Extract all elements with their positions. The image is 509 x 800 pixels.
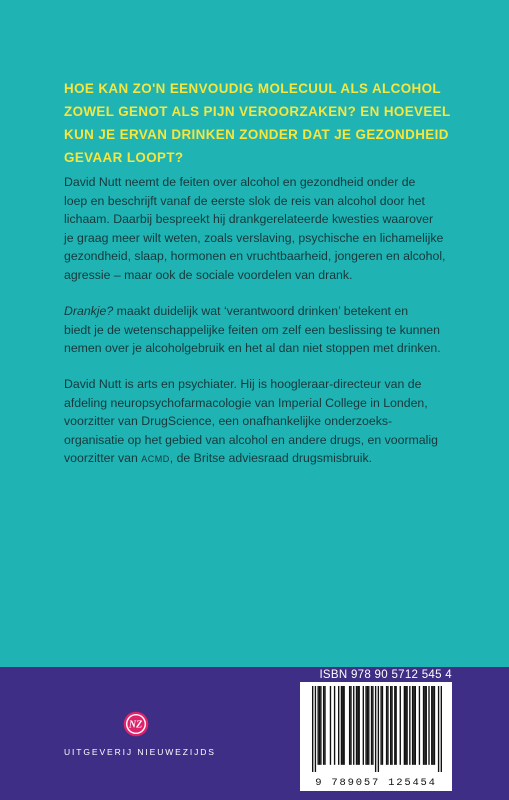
headline: [64, 77, 464, 169]
barcode-bar: [424, 686, 425, 765]
barcode-bar: [312, 686, 313, 772]
barcode-bar: [400, 686, 401, 765]
text-line: agressie – maar ook de sociale voordelen van drank.: [64, 267, 353, 282]
barcode-bar: [412, 686, 413, 765]
barcode-bar: [434, 686, 435, 765]
barcode-number: 9 789057 125454: [315, 777, 437, 789]
barcode-bar: [423, 686, 424, 765]
barcode-bar: [353, 686, 354, 765]
barcode-bar: [426, 686, 427, 765]
barcode-bar: [375, 686, 376, 772]
barcode-bar: [387, 686, 388, 765]
barcode-bar: [419, 686, 420, 765]
text-line: , de Britse adviesraad drugsmisbruik.: [169, 451, 373, 465]
barcode-bar: [386, 686, 387, 765]
barcode-bar: [371, 686, 372, 765]
text-line: voorzitter van DrugScience, een onafhankelijke onderzoeks-: [64, 414, 393, 428]
barcode-bar: [406, 686, 407, 765]
text-line: gezondheid, slaap, hormonen en vruchtbaarheid, jongeren en alcohol,: [64, 249, 446, 263]
barcode-bar: [350, 686, 351, 765]
barcode-bar: [438, 686, 439, 772]
barcode-bar: [413, 686, 414, 765]
barcode-bar: [431, 686, 432, 765]
barcode-bar: [341, 686, 342, 765]
text-line: afdeling neuropsychofarmacologie van Imperial College in Londen,: [64, 395, 428, 410]
barcode-bar: [317, 686, 318, 765]
author-bio-paragraph: [64, 375, 454, 469]
barcode-bar: [323, 686, 324, 765]
purpose-paragraph: [64, 302, 454, 358]
barcode-bar: [390, 686, 391, 765]
barcode-bar: [320, 686, 321, 765]
barcode-bar: [409, 686, 410, 765]
barcode-bar: [404, 686, 405, 765]
barcode-bar: [363, 686, 364, 765]
acronym-acmd: ACMD: [141, 454, 170, 464]
barcode-bar: [319, 686, 320, 765]
barcode-bar: [342, 686, 343, 765]
barcode-bar: [380, 686, 381, 765]
book-title-italic: Drankje?: [64, 304, 114, 318]
text-line: biedt je de wetenschappelijke feiten om zelf een beslissing te kunnen: [64, 322, 440, 337]
barcode-bar: [365, 686, 366, 765]
barcode-bar: [405, 686, 406, 765]
barcode-bar: [338, 686, 339, 765]
text-line: loep en beschrijft vanaf de eerste slok de reis van alcohol door het: [64, 193, 425, 208]
text-line: lichaam. Daarbij bespreekt hij drankgerelateerde kwesties waarover: [64, 212, 434, 226]
isbn-label: ISBN 978 90 5712 545 4: [319, 669, 452, 681]
text-line: nemen over je alcoholgebruik en het al dan niet stoppen met drinken.: [64, 341, 441, 355]
text-line: je graag meer wilt weten, zoals verslaving, psychische en lichamelijke: [64, 230, 444, 245]
barcode-panel: [300, 682, 452, 791]
barcode-bar: [428, 686, 429, 765]
barcode-bar: [382, 686, 383, 765]
barcode-bar: [441, 686, 442, 772]
barcode-bar: [349, 686, 350, 765]
headline-line: HOE KAN ZO'N EENVOUDIG MOLECUUL ALS ALCOHOL: [64, 81, 441, 96]
barcode-bar: [330, 686, 331, 765]
barcode-bar: [368, 686, 369, 765]
barcode-bar: [343, 686, 344, 765]
barcode-bar: [357, 686, 358, 765]
barcode-bar: [367, 686, 368, 765]
barcode-bar: [315, 686, 316, 772]
barcode-bar: [356, 686, 357, 765]
barcode-bar: [432, 686, 433, 765]
headline-line: GEVAAR LOOPT?: [64, 150, 184, 165]
description-paragraph: [64, 173, 454, 284]
headline-line: ZOWEL GENOT ALS PIJN VEROORZAKEN? EN HOEVEEL: [64, 104, 451, 119]
barcode-bar: [334, 686, 335, 765]
text-line: voorzitter van: [64, 451, 142, 465]
text-line: maakt duidelijk wat ‘verantwoord drinken’ betekent en: [113, 304, 409, 318]
barcode-bar: [324, 686, 325, 765]
barcode-bar: [391, 686, 392, 765]
logo-monogram: NZ: [128, 719, 143, 731]
headline-line: KUN JE ERVAN DRINKEN ZONDER DAT JE GEZONDHEID: [64, 127, 449, 142]
publisher-logo-icon: [123, 711, 149, 737]
text-line: David Nutt is arts en psychiater. Hij is hoogleraar-directeur van de: [64, 377, 422, 391]
publisher-name: UITGEVERIJ NIEUWEZIJDS: [64, 747, 216, 757]
barcode-bar: [394, 686, 395, 765]
text-line: organisatie op het gebied van alcohol en andere drugs, en voormalig: [64, 432, 438, 447]
text-line: David Nutt neemt de feiten over alcohol en gezondheid onder de: [64, 175, 416, 189]
barcode-bar: [415, 686, 416, 765]
barcode-bar: [395, 686, 396, 765]
barcode-bar: [359, 686, 360, 765]
barcode-icon: [312, 686, 442, 772]
barcode-bar: [372, 686, 373, 765]
barcode-bar: [378, 686, 379, 772]
